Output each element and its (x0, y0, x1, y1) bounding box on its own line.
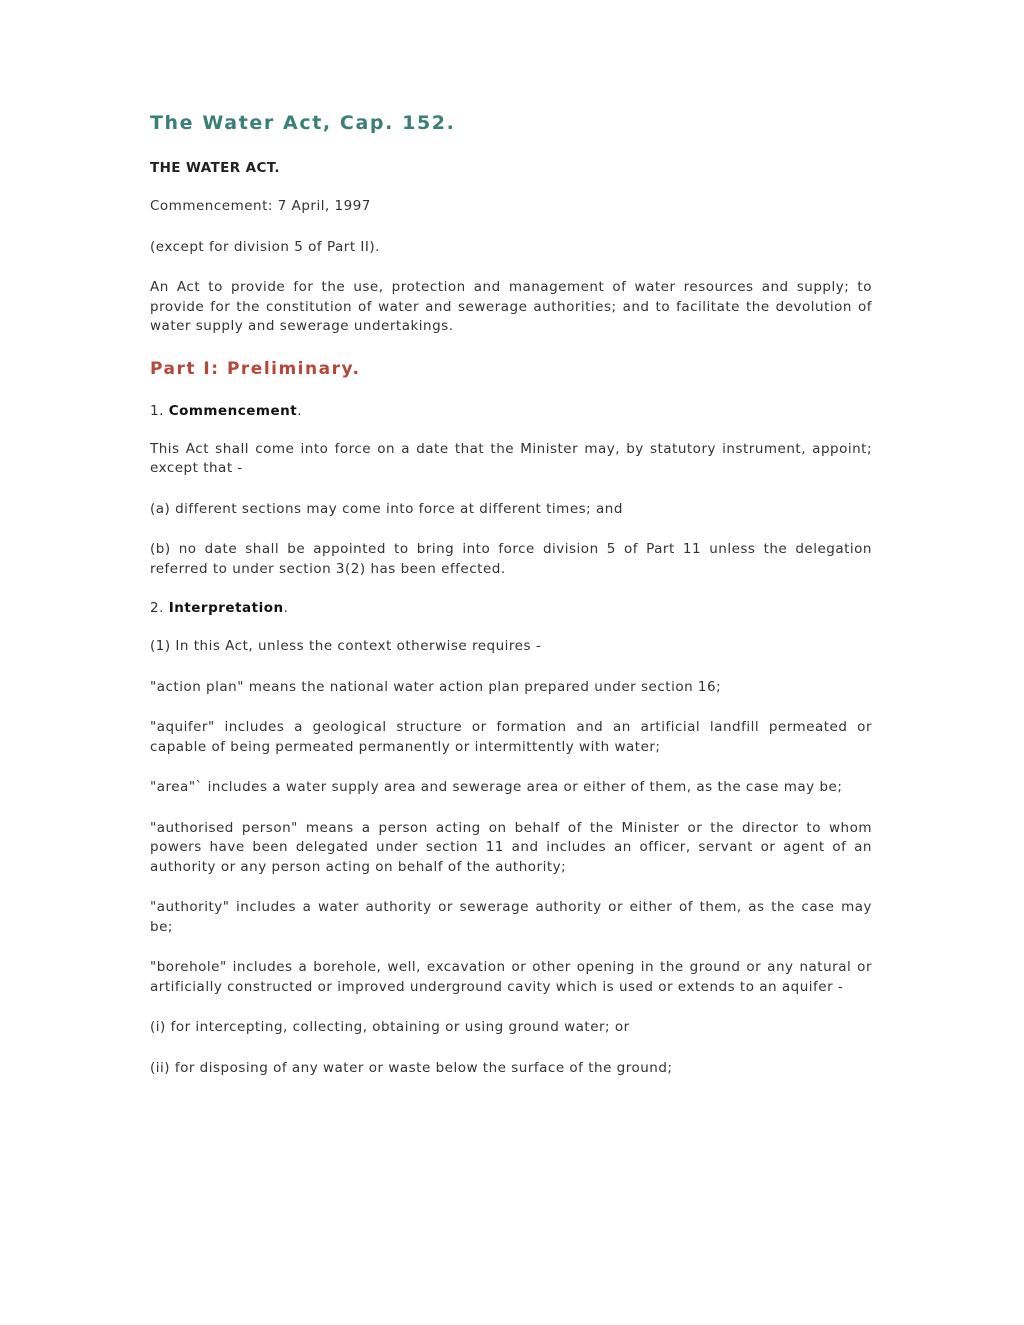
section-title-suffix: . (297, 402, 303, 419)
document-title: The Water Act, Cap. 152. (150, 112, 456, 134)
section-title: Commencement (168, 402, 298, 419)
commencement-date: Commencement: 7 April, 1997 (150, 198, 371, 214)
clause-b: (b) no date shall be appointed to bring into force division 5 of Part 11 unless the delegation referred to under section 3(2) has been effected. (150, 541, 872, 577)
commencement-exception: (except for division 5 of Part II). (150, 238, 380, 255)
document-body (150, 112, 872, 1099)
borehole-item-ii: (ii) for disposing of any water or waste below the surface of the ground; (150, 1059, 673, 1076)
definition-authorised-person: "authorised person" means a person acting on behalf of the Minister or the director to whom powers have been delegated under section 11 and includes an officer, servant or agent of an authority or any person acting on behalf of the authority; (150, 819, 872, 875)
section-title: Interpretation (168, 600, 284, 616)
act-name: THE WATER ACT. (150, 160, 280, 176)
definition-aquifer: "aquifer" includes a geological structure or formation and an artificial landfill permeated or capable of being permeated permanently or intermittently with water; (150, 719, 872, 755)
section-title-suffix: . (283, 600, 289, 616)
definition-authority: "authority" includes a water authority or sewerage authority or either of them, as the case may be; (150, 899, 872, 935)
definition-borehole: "borehole" includes a borehole, well, excavation or other opening in the ground or any natural or artificially constructed or improved underground cavity which is used or extends to an aquifer - (150, 959, 872, 995)
definition-area: "area"` includes a water supply area and sewerage area or either of them, as the case may be; (150, 779, 843, 795)
definition-action-plan: "action plan" means the national water action plan prepared under section 16; (150, 678, 722, 695)
part-heading: Part I: Preliminary. (150, 358, 361, 379)
section-number: 2. (150, 600, 164, 616)
section-paragraph: This Act shall come into force on a date that the Minister may, by statutory instrument, appoint; except that - (150, 440, 872, 476)
interpretation-intro: (1) In this Act, unless the context otherwise requires - (150, 638, 542, 654)
section-number: 1. (150, 402, 164, 419)
borehole-item-i: (i) for intercepting, collecting, obtaining or using ground water; or (150, 1019, 630, 1035)
section-heading (150, 403, 872, 419)
section-heading (150, 600, 872, 616)
clause-a: (a) different sections may come into force at different times; and (150, 500, 623, 517)
long-title: An Act to provide for the use, protection and management of water resources and supply; to provide for the constitution of water and sewerage authorities; and to facilitate the devolution of water supply and sewerage undertakings. (150, 279, 872, 334)
